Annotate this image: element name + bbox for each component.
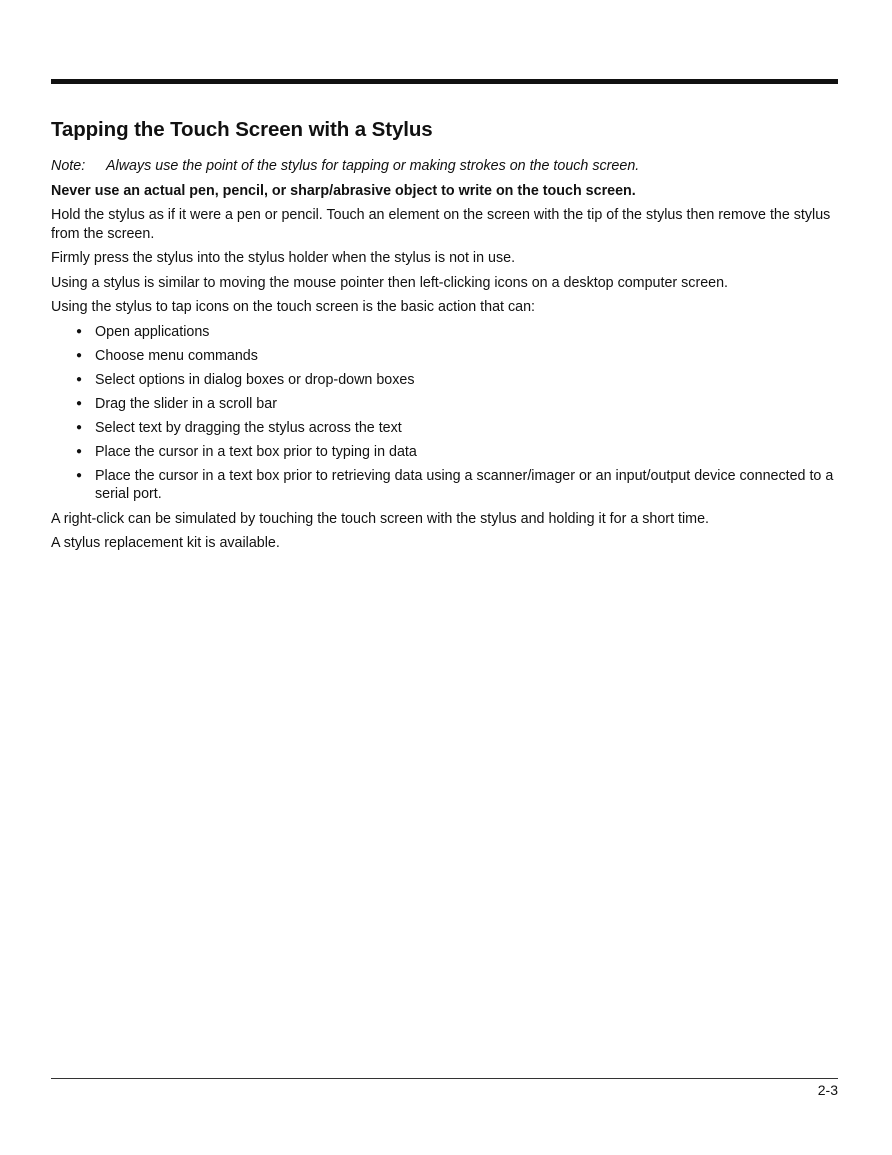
section-heading: Tapping the Touch Screen with a Stylus xyxy=(51,118,433,141)
list-item xyxy=(51,371,838,390)
list-item xyxy=(51,347,838,366)
header-rule xyxy=(51,79,838,84)
list-item-text: Open applications xyxy=(95,323,210,340)
paragraph: Hold the stylus as if it were a pen or pencil. Touch an element on the screen with the tip of the stylus then remove the stylus from the screen. xyxy=(51,207,831,242)
paragraph: A stylus replacement kit is available. xyxy=(51,535,280,551)
note xyxy=(51,157,838,176)
list-item-text: Select text by dragging the stylus across the text xyxy=(95,419,402,436)
bullet-list xyxy=(51,323,838,504)
bullet-icon: ● xyxy=(76,445,83,457)
list-item-text: Drag the slider in a scroll bar xyxy=(95,395,277,412)
page-number: 2-3 xyxy=(817,1082,838,1098)
list-item-text: Choose menu commands xyxy=(95,347,258,364)
list-item xyxy=(51,395,838,414)
list-item-text: Place the cursor in a text box prior to retrieving data using a scanner/imager or an input/output device connected to a serial port. xyxy=(95,467,834,502)
list-item xyxy=(51,443,838,462)
bullet-icon: ● xyxy=(76,325,83,337)
bullet-icon: ● xyxy=(76,373,83,385)
list-item xyxy=(51,323,838,342)
bullet-icon: ● xyxy=(76,469,83,481)
paragraph: Using the stylus to tap icons on the touch screen is the basic action that can: xyxy=(51,299,535,315)
footer-rule xyxy=(51,1078,838,1079)
list-item xyxy=(51,467,838,504)
list-item xyxy=(51,419,838,438)
paragraph: A right-click can be simulated by touching the touch screen with the stylus and holding it for a short time. xyxy=(51,510,709,527)
page-content xyxy=(51,116,838,559)
warning-text: Never use an actual pen, pencil, or sharp/abrasive object to write on the touch screen. xyxy=(51,182,636,199)
bullet-icon: ● xyxy=(76,397,83,409)
note-text: Always use the point of the stylus for tapping or making strokes on the touch screen. xyxy=(106,158,640,174)
list-item-text: Select options in dialog boxes or drop-down boxes xyxy=(95,371,415,388)
bullet-icon: ● xyxy=(76,421,83,433)
list-item-text: Place the cursor in a text box prior to typing in data xyxy=(95,443,417,460)
bullet-icon: ● xyxy=(76,349,83,361)
paragraph: Firmly press the stylus into the stylus holder when the stylus is not in use. xyxy=(51,250,516,266)
paragraph: Using a stylus is similar to moving the mouse pointer then left-clicking icons on a desktop computer screen. xyxy=(51,274,729,291)
note-label: Note: xyxy=(51,158,86,174)
